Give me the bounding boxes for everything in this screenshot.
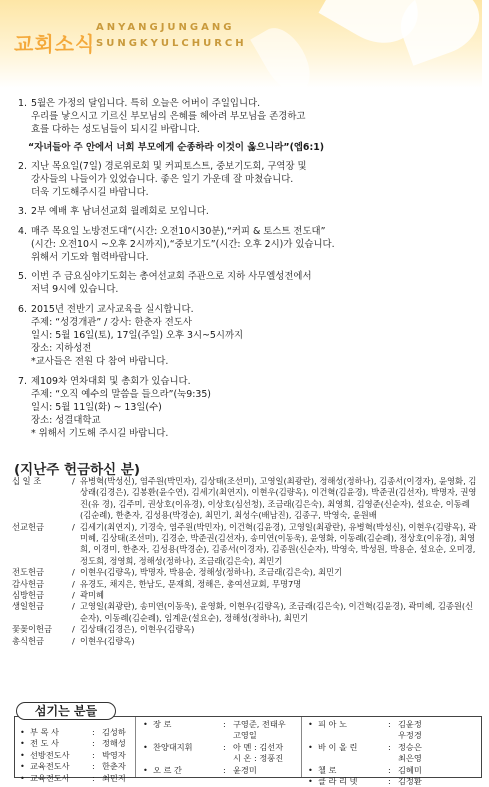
servant-name: 우정경 <box>398 730 422 741</box>
notice-line: 주제: “오직 예수의 말씀을 들으라”(눅9:35) <box>31 388 211 400</box>
servant-name: 최민지 <box>102 772 126 783</box>
notice-line: *교사들은 전원 다 참여 바랍니다. <box>31 356 169 368</box>
notice-item <box>18 160 476 200</box>
notice-first-line <box>18 160 476 173</box>
notice-text: 이번 주 금요심야기도회는 총여선교회 주관으로 지하 사무엘성전에서 <box>31 271 312 283</box>
servant-row <box>20 738 126 749</box>
offering-names: 유경도, 채지은, 한남도, 문재희, 정해은, 총여선교회, 무명7명 <box>80 578 302 589</box>
notice-line: 일시: 5월 11일(화) ~ 13일(수) <box>31 402 162 414</box>
offering-category: 총식헌금 <box>12 635 45 646</box>
notice-number: 5. <box>18 271 27 283</box>
servant-name: 김정환 <box>398 776 422 787</box>
notice-line: (시간: 오전10시 ~오후 2시까지),“중보기도”(시간: 오후 2시)가 있습니다. <box>31 238 335 250</box>
church-name-en-line1: ANYANGJUNGANG <box>96 22 235 33</box>
notice-number: 6. <box>18 303 27 315</box>
offering-list <box>12 476 478 647</box>
offering-row <box>12 567 478 578</box>
notice-first-line <box>18 205 476 218</box>
bullet-icon: • <box>20 761 25 772</box>
servant-row <box>20 761 126 772</box>
notice-line: 일시: 5월 16일(토), 17일(주일) 오후 3시~5시까지 <box>31 330 244 342</box>
offering-names: 김상태(김경은), 이현우(김량옥) <box>80 624 195 635</box>
offering-separator: / <box>72 521 75 532</box>
servant-role: 교육전도사 <box>30 772 70 783</box>
servant-name: 정승은 <box>398 741 422 752</box>
servant-role: 오 르 간 <box>153 764 182 775</box>
servants-column-3 <box>308 719 422 787</box>
servant-separator: : <box>92 749 95 760</box>
notice-first-line <box>18 97 476 110</box>
servant-row <box>143 753 286 764</box>
notice-first-line <box>18 270 476 283</box>
offering-separator: / <box>72 590 75 601</box>
notice-line: 강사들의 나들이가 있었습니다. 좋은 일기 가운데 잘 마쳤습니다. <box>31 174 294 186</box>
servant-row <box>20 750 126 761</box>
offering-row <box>12 590 478 601</box>
column-divider <box>135 717 136 777</box>
column-divider <box>301 717 302 777</box>
notice-item <box>18 97 476 154</box>
bullet-icon: • <box>143 719 148 729</box>
notice-item <box>18 225 476 265</box>
offering-category: 생일헌금 <box>12 601 45 612</box>
bullet-icon: • <box>20 727 25 737</box>
offering-category: 선교헌금 <box>12 521 45 532</box>
servant-row <box>308 730 422 741</box>
servant-row <box>308 742 422 753</box>
offering-category: 심방헌금 <box>12 590 45 601</box>
notice-number: 4. <box>18 225 27 237</box>
bullet-icon: • <box>308 719 313 729</box>
decor-petal <box>250 20 320 101</box>
header-banner <box>0 0 482 88</box>
notice-number: 2. <box>18 160 27 172</box>
bullet-icon: • <box>308 764 313 775</box>
offering-separator: / <box>72 578 75 589</box>
notice-text: 제109차 연차대회 및 총회가 있습니다. <box>31 375 191 387</box>
servant-row <box>143 742 286 753</box>
offering-names: 이현우(김량옥), 박명자, 박용순, 정해성(정하나), 조금래(김은숙), 최민기 <box>80 567 343 578</box>
notice-text: 5월은 가정의 달입니다. 특히 오늘은 어버이 주일입니다. <box>31 98 261 109</box>
servant-name: 아 멘 : 김선자 <box>233 741 284 752</box>
servant-separator: : <box>223 741 226 752</box>
offering-separator: / <box>72 635 75 646</box>
offering-names: 곽미혜 <box>80 590 105 601</box>
bullet-icon: • <box>143 764 148 775</box>
servant-role: 전 도 사 <box>30 738 59 749</box>
servant-role: 찬양대지휘 <box>153 741 193 752</box>
servant-role: 바 이 올 린 <box>318 741 358 752</box>
notice-line: 우리를 낳으시고 기르신 부모님의 은혜를 헤아려 부모님을 존경하고 <box>31 111 306 123</box>
offering-row <box>12 579 478 590</box>
servants-column-2 <box>143 719 286 776</box>
servant-name: 시 온 : 정풍진 <box>233 753 284 764</box>
bullet-icon: • <box>20 749 25 760</box>
servant-row <box>308 776 422 787</box>
servant-row <box>308 719 422 730</box>
notice-first-line <box>18 225 476 238</box>
servant-row <box>20 773 126 784</box>
offering-separator: / <box>72 624 75 635</box>
notice-item <box>18 270 476 296</box>
notice-text: 2015년 전반기 교사교육을 실시합니다. <box>31 303 194 315</box>
servant-name: 김성하 <box>102 727 126 737</box>
offering-row <box>12 476 478 522</box>
servant-name: 고영일 <box>233 730 257 741</box>
notice-line: 장소: 지하성전 <box>31 343 92 355</box>
servant-name: 한춘자 <box>102 761 126 772</box>
offering-separator: / <box>72 476 75 486</box>
bullet-icon: • <box>20 738 25 749</box>
servant-role: 클 라 리 넷 <box>318 776 358 787</box>
servant-name: 구영준, 전태우 <box>233 719 286 729</box>
servant-separator: : <box>223 719 226 729</box>
servant-role: 교육전도사 <box>30 761 70 772</box>
servant-separator: : <box>388 764 391 775</box>
bullet-icon: • <box>143 741 148 752</box>
bullet-icon: • <box>308 741 313 752</box>
offering-separator: / <box>72 601 75 612</box>
servant-separator: : <box>92 772 95 783</box>
notice-text: 지난 목요일(7일) 경로위로회 및 커피토스트, 중보기도회, 구역장 및 <box>31 160 307 172</box>
offering-names: 김세기(최연지), 기경숙, 염주원(박민자), 이건혁(김윤경), 고영일(최광란), 유병혁(박성신), 이현우(김량옥), 곽미혜, 김상태(조선미), 김경순, 박준권(김선자), 송미연(이동욱), 윤영화, 이동례(김순례), 정상호(이유경), 최영희, 이경미, 한춘자, 김성용(박경순), 김종서(이경자), 김종원(신순자), 박영숙, 박성원, 박용순, 설요순, 오미경, 정도희, 정영희, 정해성(정하나), 조금래(김은숙), 최민기 <box>80 521 477 566</box>
notice-line: * 위해서 기도해 주시길 바랍니다. <box>31 428 169 440</box>
servant-name: 최은영 <box>398 753 422 764</box>
servant-role: 피 아 노 <box>318 719 347 729</box>
notice-first-line <box>18 303 476 316</box>
notice-number: 3. <box>18 206 27 218</box>
notice-line: 위해서 기도와 협력바랍니다. <box>31 252 149 264</box>
notice-number: 1. <box>18 98 27 109</box>
offering-names: 유병혁(박성신), 염주원(박민자), 김상태(조선미), 고영일(최광란), 정해성(정하나), 김종서(이경자), 윤영화, 김상래(김경은), 김봉환(윤수연), 김세기(최연지), 이현우(김량옥), 이건혁(김윤경), 박준권(김선자), 박명자, 권영진(유 경), 김주미, 권상호(이유경), 이상호(심선청), 조금래(김은숙), 최영희, 김영준(신순자), 설요순, 이동례(김순례), 한춘자, 김성용(박경순), 최민기, 최성수(배남진), 김종구, 박영숙, 윤원배 <box>80 476 477 521</box>
servant-name: 김혜미 <box>398 764 422 775</box>
bullet-icon: • <box>20 772 25 783</box>
church-name-en-line2: SUNGKYULCHURCH <box>96 38 247 49</box>
notice-text: 2부 예배 후 남녀선교회 월례회로 모입니다. <box>31 206 209 218</box>
servant-role: 선방전도사 <box>30 749 70 760</box>
notice-line: 효를 다하는 성도님들이 되시길 바랍니다. <box>31 124 200 136</box>
notice-item <box>18 375 476 441</box>
servant-row <box>143 719 286 730</box>
notice-item <box>18 205 476 218</box>
offering-section-title: (지난주 헌금하신 분) <box>14 462 141 478</box>
servant-role: 첼 로 <box>318 764 337 775</box>
servant-separator: : <box>388 741 391 752</box>
servant-row <box>308 753 422 764</box>
servants-box <box>14 716 482 787</box>
servant-separator: : <box>92 727 95 737</box>
page-title: 교회소식 <box>14 32 96 56</box>
servant-name: 정해성 <box>102 738 126 749</box>
servants-section-title: 섬기는 분들 <box>16 702 116 720</box>
servant-name: 윤경미 <box>233 764 257 775</box>
servant-role: 장 로 <box>153 719 172 729</box>
servant-row <box>143 765 286 776</box>
notice-item <box>18 303 476 369</box>
notice-line: 장소: 성결대학교 <box>31 415 101 427</box>
notice-number: 7. <box>18 375 27 387</box>
offering-row <box>12 601 478 624</box>
offering-category: 십 일 조 <box>12 476 42 486</box>
servant-separator: : <box>92 761 95 772</box>
offering-category: 꽃꽂이헌금 <box>12 624 53 635</box>
decor-petal <box>391 0 488 66</box>
offering-names: 고영일(최광란), 송미연(이동욱), 윤영화, 이현우(김량옥), 조금래(김은숙), 이건혁(김윤경), 곽미혜, 김종원(신순자), 이동례(김순례), 임계운(설요순), 정해성(정하나), 최민기 <box>80 601 474 623</box>
offering-separator: / <box>72 567 75 578</box>
servant-separator: : <box>92 738 95 749</box>
notice-line: 더욱 기도해주시길 바랍니다. <box>31 187 149 199</box>
servants-column-1 <box>20 727 126 784</box>
bullet-icon: • <box>308 776 313 787</box>
servant-separator: : <box>388 776 391 787</box>
servant-name: 김윤정 <box>398 719 422 729</box>
notice-first-line <box>18 375 476 388</box>
notice-line: 저녁 9시에 있습니다. <box>31 284 119 296</box>
notice-text: 매주 목요일 노방전도대”(시간: 오전10시30분),“커피 & 토스트 전도대” <box>31 225 326 237</box>
servant-separator: : <box>388 719 391 729</box>
notice-list <box>18 97 476 447</box>
servant-row <box>308 765 422 776</box>
servant-row <box>143 730 286 741</box>
offering-row <box>12 522 478 568</box>
offering-row <box>12 624 478 635</box>
notice-line: 주제: “성경개관” / 강사: 한춘자 전도사 <box>31 316 192 328</box>
servant-role: 부 목 사 <box>30 727 59 737</box>
offering-row <box>12 636 478 647</box>
offering-category: 전도헌금 <box>12 567 45 578</box>
servant-row <box>20 727 126 738</box>
servant-separator: : <box>223 764 226 775</box>
bible-verse: “자녀들아 주 안에서 너희 부모에게 순종하라 이것이 옳으니라”(엡6:1) <box>28 141 324 153</box>
offering-names: 이현우(김량옥) <box>80 635 135 646</box>
servant-name: 박영자 <box>102 749 126 760</box>
offering-category: 감사헌금 <box>12 578 45 589</box>
